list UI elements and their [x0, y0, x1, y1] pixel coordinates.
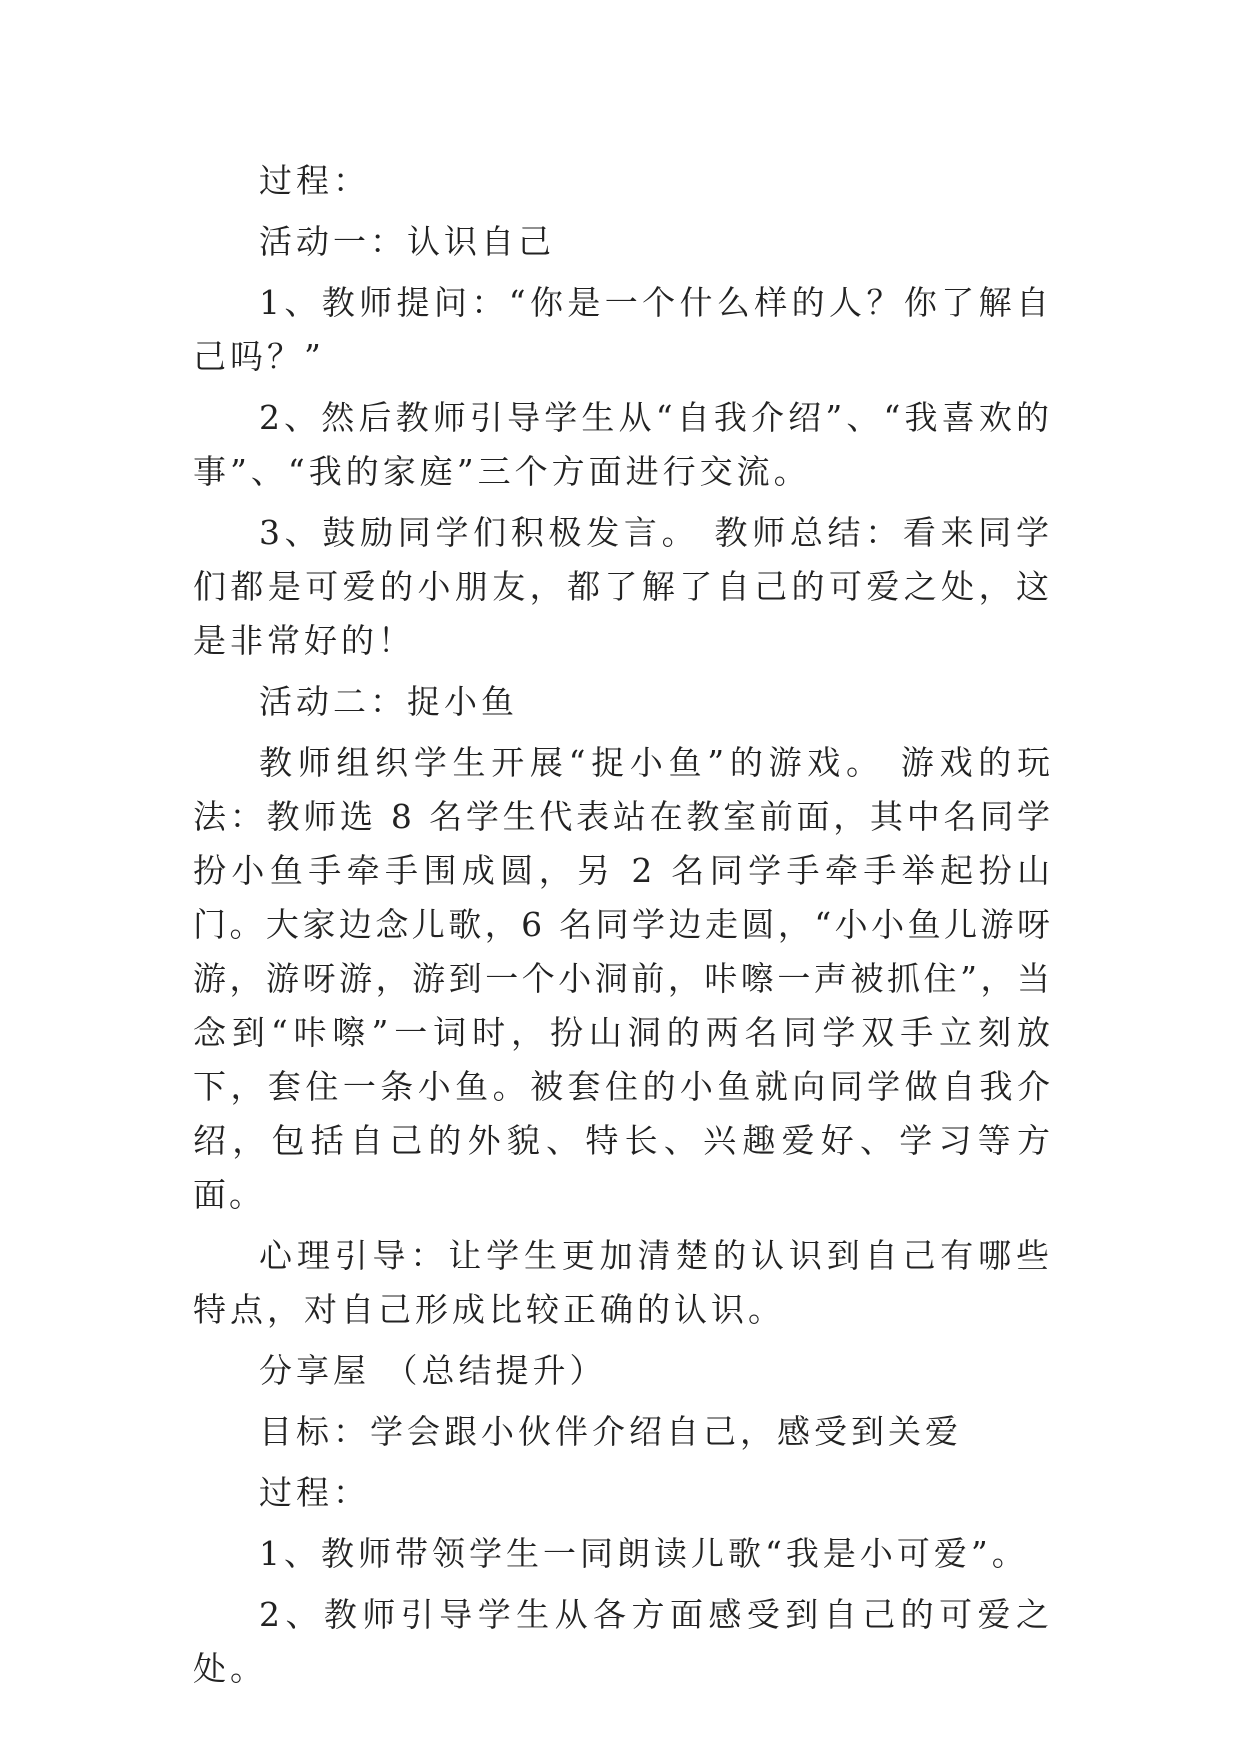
- paragraph-game-description: 教师组织学生开展“捉小鱼”的游戏。 游戏的玩法：教师选 8 名学生代表站在教室前面，其中名同学扮小鱼手牵手围成圆，另 2 名同学手牵手举起扮山门。大家边念儿歌，6 名同学边走圆，“小小鱼儿游呀游，游呀游，游到一个小洞前，咔嚓一声被抓住”，当念到“咔嚓”一词时，扮山洞的两名同学双手立刻放下，套住一条小鱼。被套住的小鱼就向同学做自我介绍，包括自己的外貌、特长、兴趣爱好、学习等方面。: [193, 743, 1053, 1214]
- paragraph-step-read-song: 1、教师带领学生一同朗读儿歌“我是小可爱”。: [259, 1534, 1029, 1573]
- paragraph-activity-one-title: 活动一：认识自己: [259, 222, 555, 261]
- paragraph-psychological-guidance: 心理引导：让学生更加清楚的认识到自己有哪些特点，对自己形成比较正确的认识。: [193, 1236, 1053, 1329]
- paragraph-step-2: 2、然后教师引导学生从“自我介绍”、“我喜欢的事”、“我的家庭”三个方面进行交流。: [193, 398, 1053, 491]
- document-body: [193, 154, 1053, 1703]
- paragraph-process-heading: 过程：: [259, 161, 370, 200]
- paragraph-process-heading-2: 过程：: [259, 1473, 370, 1512]
- paragraph-activity-two-title: 活动二：捉小鱼: [259, 682, 518, 721]
- paragraph-step-3: 3、鼓励同学们积极发言。 教师总结：看来同学们都是可爱的小朋友，都了解了自己的可爱之处，这是非常好的！: [193, 513, 1053, 660]
- paragraph-step-feel-lovely: 2、教师引导学生从各方面感受到自己的可爱之处。: [193, 1595, 1053, 1688]
- paragraph-goal: 目标：学会跟小伙伴介绍自己，感受到关爱: [259, 1412, 962, 1451]
- paragraph-sharing-house-title: 分享屋 （总结提升）: [259, 1351, 607, 1390]
- paragraph-step-1: 1、教师提问：“你是一个什么样的人？你了解自己吗？”: [193, 283, 1053, 376]
